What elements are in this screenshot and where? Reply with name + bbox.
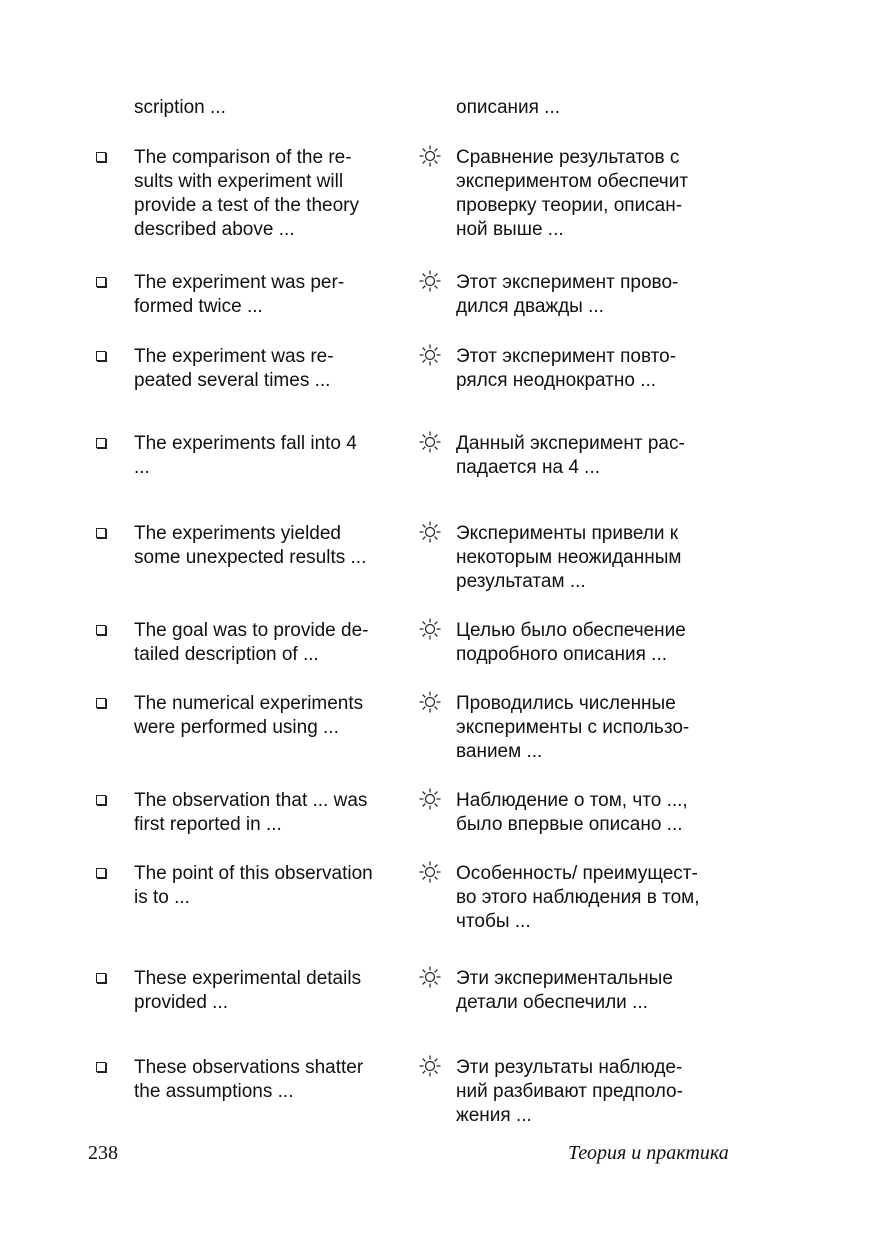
phrase-text-en: The experiments fall into 4 ... bbox=[134, 433, 357, 478]
phrase-text-en: These experimental details provided ... bbox=[134, 968, 362, 1013]
phrase-text-ru: Этот эксперимент прово- дился дважды ... bbox=[456, 272, 679, 317]
sun-bullet-icon bbox=[418, 860, 442, 884]
checkbox-bullet-icon bbox=[96, 528, 106, 538]
sun-bullet-icon bbox=[418, 690, 442, 714]
checkbox-bullet-icon bbox=[96, 152, 106, 162]
phrase-text-en: The experiments yielded some unexpected results ... bbox=[134, 523, 367, 568]
checkbox-bullet-icon bbox=[96, 625, 106, 635]
checkbox-bullet-icon bbox=[96, 868, 106, 878]
checkbox-bullet-icon bbox=[96, 1062, 106, 1072]
continuation-text-ru: описания ... bbox=[456, 97, 561, 118]
phrase-text-ru: Проводились численные эксперименты с использо- ванием ... bbox=[456, 693, 690, 762]
checkbox-bullet-icon bbox=[96, 277, 106, 287]
running-title: Теория и практика bbox=[568, 1142, 729, 1164]
phrase-text-en: The experiment was re- peated several times ... bbox=[134, 346, 334, 391]
phrase-text-ru: Целью было обеспечение подробного описания ... bbox=[456, 620, 686, 665]
sun-bullet-icon bbox=[418, 430, 442, 454]
sun-bullet-icon bbox=[418, 144, 442, 168]
sun-bullet-icon bbox=[418, 965, 442, 989]
sun-bullet-icon bbox=[418, 343, 442, 367]
sun-bullet-icon bbox=[418, 617, 442, 641]
sun-bullet-icon bbox=[418, 520, 442, 544]
phrase-text-ru: Эксперименты привели к некоторым неожиданным результатам ... bbox=[456, 523, 682, 592]
phrase-text-ru: Наблюдение о том, что ..., было впервые описано ... bbox=[456, 790, 688, 835]
checkbox-bullet-icon bbox=[96, 351, 106, 361]
phrase-text-en: These observations shatter the assumptions ... bbox=[134, 1057, 364, 1102]
phrase-text-ru: Особенность/ преимущест- во этого наблюдения в том, чтобы ... bbox=[456, 863, 700, 932]
sun-bullet-icon bbox=[418, 787, 442, 811]
page-number: 238 bbox=[88, 1142, 118, 1164]
phrase-text-ru: Эти результаты наблюде- ний разбивают предполо- жения ... bbox=[456, 1057, 683, 1126]
checkbox-bullet-icon bbox=[96, 698, 106, 708]
checkbox-bullet-icon bbox=[96, 438, 106, 448]
continuation-text-en: scription ... bbox=[134, 97, 226, 118]
phrase-text-en: The experiment was per- formed twice ... bbox=[134, 272, 345, 317]
phrase-text-en: The point of this observation is to ... bbox=[134, 863, 373, 908]
sun-bullet-icon bbox=[418, 269, 442, 293]
phrase-text-ru: Сравнение результатов с экспериментом обеспечит проверку теории, описан- ной выше ... bbox=[456, 147, 689, 240]
checkbox-bullet-icon bbox=[96, 795, 106, 805]
phrase-text-ru: Этот эксперимент повто- рялся неоднократно ... bbox=[456, 346, 677, 391]
phrase-text-ru: Данный эксперимент рас- падается на 4 ... bbox=[456, 433, 685, 478]
phrase-text-en: The goal was to provide de- tailed description of ... bbox=[134, 620, 369, 665]
phrase-text-ru: Эти экспериментальные детали обеспечили ... bbox=[456, 968, 673, 1013]
sun-bullet-icon bbox=[418, 1054, 442, 1078]
phrase-text-en: The comparison of the re- sults with experiment will provide a test of the theory described above ... bbox=[134, 147, 359, 240]
phrase-text-en: The observation that ... was first reported in ... bbox=[134, 790, 368, 835]
checkbox-bullet-icon bbox=[96, 973, 106, 983]
phrase-text-en: The numerical experiments were performed using ... bbox=[134, 693, 364, 738]
